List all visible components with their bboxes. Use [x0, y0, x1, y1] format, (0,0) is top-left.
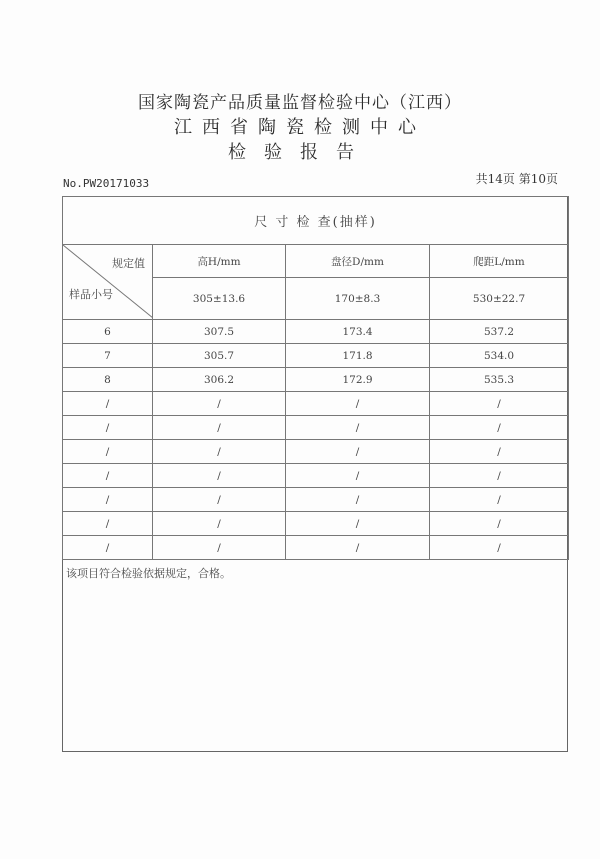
creepage-value-cell: /: [430, 464, 569, 488]
diameter-value-cell: /: [286, 512, 430, 536]
sample-number-cell: /: [63, 464, 153, 488]
conclusion-text: 该项目符合检验依据规定，合格。: [66, 567, 231, 580]
spec-creepage: 530±22.7: [430, 278, 569, 320]
creepage-value-cell: /: [430, 488, 569, 512]
table-row: [63, 536, 569, 560]
sample-number-cell: 8: [63, 368, 153, 392]
table-row: [63, 368, 569, 392]
diameter-value-cell: /: [286, 488, 430, 512]
creepage-value-cell: /: [430, 440, 569, 464]
report-header-province-center: 江西省陶瓷检测中心: [174, 117, 426, 138]
creepage-value-cell: 535.3: [430, 368, 569, 392]
diameter-value-cell: 173.4: [286, 320, 430, 344]
creepage-value-cell: /: [430, 512, 569, 536]
creepage-value-cell: /: [430, 416, 569, 440]
creepage-value-cell: /: [430, 392, 569, 416]
diameter-value-cell: 172.9: [286, 368, 430, 392]
height-value-cell: /: [153, 512, 286, 536]
sample-number-cell: 6: [63, 320, 153, 344]
diameter-value-cell: /: [286, 536, 430, 560]
creepage-value-cell: 537.2: [430, 320, 569, 344]
diameter-value-cell: /: [286, 392, 430, 416]
table-row: [63, 416, 569, 440]
diameter-value-cell: /: [286, 464, 430, 488]
table-row: [63, 440, 569, 464]
table-row: [63, 320, 569, 344]
dimension-check-table: [62, 196, 569, 560]
height-value-cell: /: [153, 440, 286, 464]
report-title: 检验报告: [228, 142, 372, 163]
height-value-cell: 306.2: [153, 368, 286, 392]
table-row: [63, 464, 569, 488]
table-body: [63, 320, 569, 560]
table-title: 尺 寸 检 查(抽样): [63, 197, 569, 245]
sample-number-cell: /: [63, 488, 153, 512]
diameter-value-cell: 171.8: [286, 344, 430, 368]
table-row: [63, 512, 569, 536]
height-value-cell: /: [153, 464, 286, 488]
sample-number-cell: /: [63, 536, 153, 560]
diameter-value-cell: /: [286, 416, 430, 440]
height-value-cell: /: [153, 536, 286, 560]
corner-header-cell: [63, 245, 153, 320]
sample-number-cell: /: [63, 416, 153, 440]
column-header-diameter: 盘径D/mm: [286, 245, 430, 278]
spec-height: 305±13.6: [153, 278, 286, 320]
corner-label-spec: 规定值: [112, 257, 145, 270]
sample-number-cell: /: [63, 512, 153, 536]
corner-label-sample: 样品小号: [69, 288, 113, 301]
column-header-creepage: 爬距L/mm: [430, 245, 569, 278]
creepage-value-cell: /: [430, 536, 569, 560]
page-indicator: 共14页 第10页: [475, 172, 558, 186]
creepage-value-cell: 534.0: [430, 344, 569, 368]
height-value-cell: /: [153, 416, 286, 440]
sample-number-cell: /: [63, 440, 153, 464]
spec-diameter: 170±8.3: [286, 278, 430, 320]
height-value-cell: 305.7: [153, 344, 286, 368]
sample-number-cell: 7: [63, 344, 153, 368]
table-row: [63, 344, 569, 368]
table-row: [63, 392, 569, 416]
height-value-cell: /: [153, 488, 286, 512]
height-value-cell: 307.5: [153, 320, 286, 344]
table-row: [63, 488, 569, 512]
column-header-height: 高H/mm: [153, 245, 286, 278]
report-number: No.PW20171033: [63, 177, 150, 190]
diameter-value-cell: /: [286, 440, 430, 464]
report-header-center-name: 国家陶瓷产品质量监督检验中心（江西）: [138, 93, 462, 113]
sample-number-cell: /: [63, 392, 153, 416]
height-value-cell: /: [153, 392, 286, 416]
